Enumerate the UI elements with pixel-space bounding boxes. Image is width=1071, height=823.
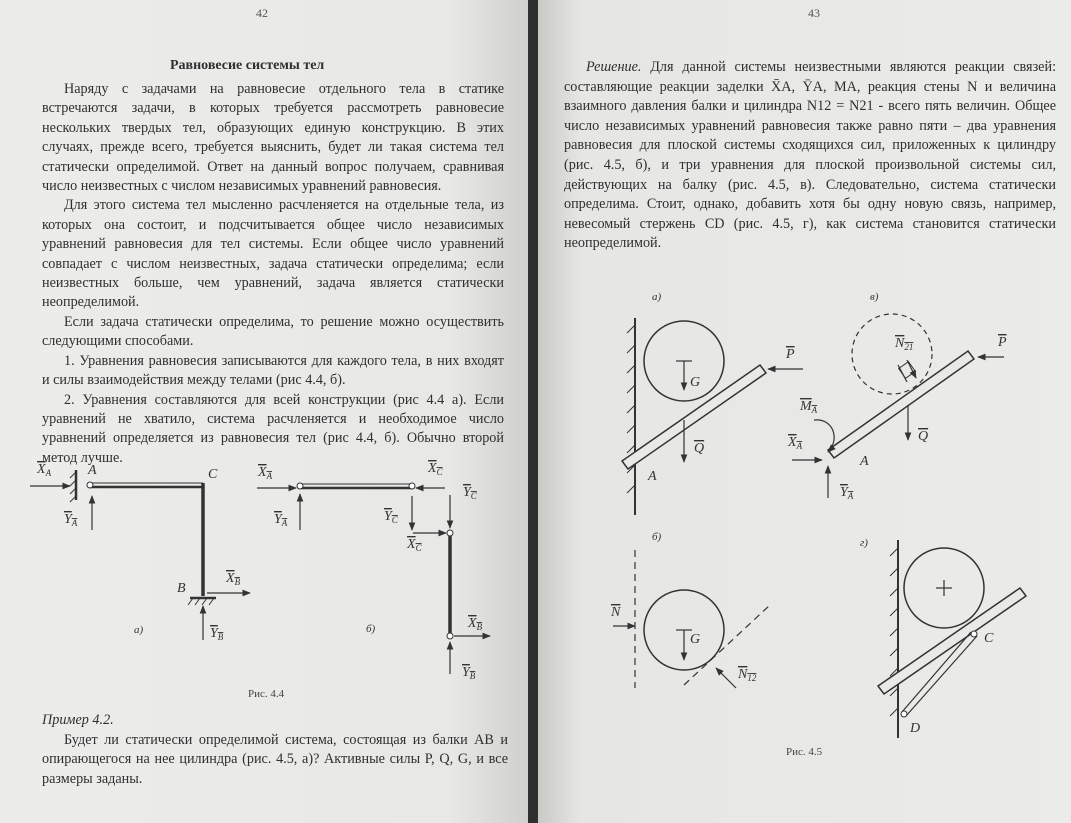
label-XA-a: $X_A$ (37, 462, 52, 478)
svg-text:г): г) (860, 537, 868, 549)
paragraph-2: Для этого система тел мысленно расчленяется на отдельные тела, из которых она состоит, и подсчитывается общее число независимых уравнений равновесия для тел системы. Если общее число уравнений совпадает с числом неизвестных, задача статически определима; если неизвестных больше, чем уравнений, задача является статически неопределимой. (42, 197, 504, 311)
svg-text:N: N (611, 605, 621, 620)
example-text-block (42, 731, 508, 789)
paragraph-1: Наряду с задачами на равновесие отдельного тела в статике встречаются задачи, в которых требуется рассмотреть равновесие нескольких твердых тел, образующих единую конструкцию. В этих случаях, прежде всего, требуется выяснить, будет ли такая система тел статически определимой. Ответ на данный вопрос получаем, сравнивая число неизвестных с числом независимых уравнений равновесия. (42, 81, 504, 195)
frame-a (30, 470, 250, 640)
svg-text:Q: Q (694, 441, 705, 456)
svg-text:Q: Q (918, 429, 929, 444)
svg-text:б): б) (366, 623, 376, 635)
figure-4-4-caption: Рис. 4.4 (248, 688, 285, 700)
svg-text:YA: $Y_A$ (274, 512, 288, 528)
svg-text:YB: $Y_B$ (462, 665, 476, 681)
svg-text:XB: $X_B$ (468, 616, 483, 632)
page-number-left: 42 (256, 6, 268, 20)
svg-text:MA: $M_A$ (800, 399, 818, 415)
svg-text:C: C (208, 467, 218, 482)
fig-4-5-a (622, 318, 803, 515)
svg-text:YB: $Y_B$ (210, 626, 224, 642)
svg-text:XC: $X_C$ (428, 461, 443, 477)
paragraph-4: 1. Уравнения равновесия записываются для каждого тела, в них входят и силы взаимодействия между телами (рис 4.4, б). (42, 352, 504, 389)
svg-text:P: P (998, 335, 1007, 350)
svg-text:YA: $Y_A$ (64, 512, 78, 528)
svg-text:а): а) (134, 624, 144, 636)
figure-4-5 (538, 0, 1071, 823)
solution-label: Решение. (586, 59, 642, 75)
solution-text: Для данной системы неизвестными являются реакции связей: составляющие реакции заделки X̄A, ȲA, MA, реакция стены N и величина взаимного давления балки и цилиндра N12 = N21 - всего пять величин. Общее число независимых уравнений равновесия также равно пяти – два уравнения равновесия для плоской системы сходящихся сил, приложенных к цилиндру (рис. 4.5, б), и три уравнения для плоской произвольной системы сил, действующих на балку (рис. 4.5, в). Следовательно, система статически определима. Стоит, однако, добавить хотя бы одну новую связь, например, невесомый стержень CD (рис. 4.5, г), как система становится статически неопределимой. (564, 59, 1057, 252)
svg-text:в): в) (870, 291, 879, 303)
left-page (0, 0, 530, 823)
svg-text:C: C (984, 631, 994, 646)
svg-text:A: A (88, 463, 97, 478)
svg-text:B: B (177, 581, 186, 596)
svg-text:G: G (690, 375, 701, 390)
section-heading: Равновесие системы тел (170, 58, 325, 73)
svg-text:A: A (648, 469, 657, 484)
svg-text:YA: $Y_A$ (840, 485, 854, 501)
svg-text:N21: $N_{21}$ (895, 336, 914, 352)
example-title: Пример 4.2. (42, 712, 114, 728)
page-number-right: 43 (808, 6, 820, 20)
svg-text:XC: $X_C$ (407, 537, 422, 553)
paragraph-3: Если задача статически определима, то решение можно осуществить следующими способами. (42, 313, 504, 350)
svg-text:D: D (910, 721, 921, 736)
svg-text:A: A (860, 454, 869, 469)
paragraph-5: 2. Уравнения составляются для всей конструкции (рис 4.4 а). Если уравнений не хватило, система расчленяется и необходимое число уравнений определяется из равновесия тел (рис 4.4, б). Обычно второй метод лучше. (42, 391, 504, 466)
svg-text:XA: $X_A$ (258, 465, 273, 481)
svg-text:N12: $N_{12}$ (738, 667, 757, 683)
svg-text:а): а) (652, 291, 662, 303)
figure-4-4 (0, 0, 530, 720)
example-text: Будет ли статически определимой система, состоящая из балки AB и опирающегося на нее цилиндра (рис. 4.5, а)? Активные силы P, Q, G, и все размеры заданы. (42, 732, 508, 787)
figure-4-5-caption: Рис. 4.5 (786, 746, 823, 758)
svg-text:YC: $Y_C$ (463, 485, 477, 501)
svg-text:б): б) (652, 531, 662, 543)
fig-4-5-g (878, 540, 1026, 738)
svg-text:XA: $X_A$ (788, 435, 803, 451)
svg-text:G: G (690, 632, 701, 647)
svg-text:YC: $Y_C$ (384, 509, 398, 525)
right-page (538, 0, 1071, 823)
svg-text:P: P (786, 347, 795, 362)
frame-b (257, 483, 490, 674)
svg-text:XB: $X_B$ (226, 571, 241, 587)
